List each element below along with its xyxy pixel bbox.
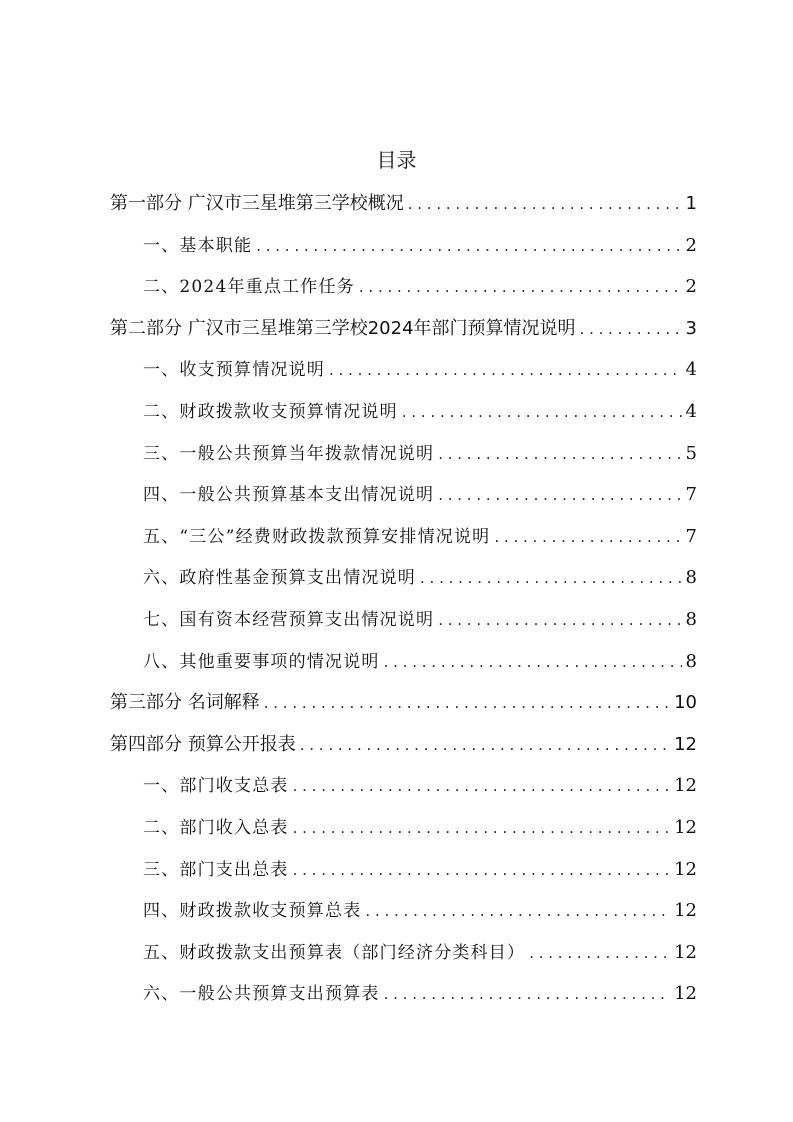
toc-entry-section[interactable] [0,939,793,981]
toc-entry-text: 六、一般公共预算支出预算表 [143,984,380,1005]
dot-leader [293,856,670,884]
dot-leader [300,731,670,759]
toc-entry-section[interactable] [0,273,793,315]
toc-entry-part-2[interactable] [0,315,793,357]
toc-entry-section[interactable] [0,481,793,523]
toc-page-number: 8 [685,650,697,672]
toc-entry-section[interactable] [0,814,793,856]
toc-entry-text: 八、其他重要事项的情况说明 [143,651,380,672]
toc-page-number: 12 [674,858,697,880]
dot-leader [256,232,681,260]
dot-leader [402,398,682,426]
toc-entry-text: 第三部分 名词解释 [110,692,260,714]
toc-entry-text: 五、财政拨款支出预算表（部门经济分类科目） [143,942,526,963]
toc-page-number: 2 [685,234,697,256]
dot-leader [293,814,670,842]
toc-entry-text: 七、国有资本经营预算支出情况说明 [143,609,435,630]
toc-page-number: 5 [685,442,697,464]
toc-entry-part-4[interactable] [0,731,793,773]
toc-page-number: 8 [685,567,697,589]
toc-page-number: 8 [685,608,697,630]
toc-entry-text: 一、基本职能 [143,235,253,256]
toc-entry-section[interactable] [0,772,793,814]
toc-entry-text: 第二部分 广汉市三星堆第三学校2024年部门预算情况说明 [110,317,576,339]
toc-page-number: 12 [674,775,697,797]
dot-leader [494,523,681,551]
toc-page-number: 12 [674,733,697,755]
table-of-contents [0,190,793,1022]
toc-entry-section[interactable] [0,398,793,440]
toc-entry-text: 二、2024年重点工作任务 [143,277,355,298]
dot-leader [384,648,682,676]
toc-entry-section[interactable] [0,564,793,606]
toc-page-number: 4 [685,359,697,381]
toc-page-number: 2 [685,276,697,298]
toc-page-number: 7 [685,484,697,506]
toc-entry-part-1[interactable] [0,190,793,232]
toc-entry-text: 五、“三公”经费财政拨款预算安排情况说明 [143,526,491,547]
toc-entry-section[interactable] [0,523,793,565]
toc-entry-text: 二、部门收入总表 [143,817,289,838]
dot-leader [420,564,682,592]
dot-leader [359,273,682,301]
toc-entry-section[interactable] [0,440,793,482]
toc-page-number: 12 [674,983,697,1005]
toc-entry-text: 一、部门收支总表 [143,776,289,797]
toc-entry-text: 三、部门支出总表 [143,859,289,880]
dot-leader [438,481,681,509]
toc-entry-text: 第四部分 预算公开报表 [110,733,296,755]
toc-entry-text: 二、财政拨款收支预算情况说明 [143,401,398,422]
toc-entry-text: 一、收支预算情况说明 [143,360,325,381]
toc-entry-section[interactable] [0,232,793,274]
toc-entry-section[interactable] [0,897,793,939]
toc-page-number: 12 [674,941,697,963]
dot-leader [580,315,682,343]
dot-leader [264,689,670,717]
toc-page-number: 12 [674,816,697,838]
dot-leader [365,897,670,925]
toc-page-number: 7 [685,525,697,547]
dot-leader [408,190,682,218]
toc-entry-text: 第一部分 广汉市三星堆第三学校概况 [110,193,404,214]
toc-page-number: 3 [685,317,697,339]
toc-title: 目录 [376,148,417,172]
toc-entry-section[interactable] [0,980,793,1022]
toc-entry-section[interactable] [0,356,793,398]
dot-leader [438,440,681,468]
dot-leader [293,772,670,800]
toc-page-number: 4 [685,400,697,422]
dot-leader [384,980,670,1008]
toc-entry-section[interactable] [0,606,793,648]
dot-leader [438,606,681,634]
dot-leader [529,939,670,967]
toc-page-number: 10 [674,692,697,714]
toc-page-number: 12 [674,900,697,922]
toc-entry-text: 六、政府性基金预算支出情况说明 [143,568,416,589]
toc-entry-text: 四、财政拨款收支预算总表 [143,901,362,922]
toc-entry-section[interactable] [0,856,793,898]
toc-entry-section[interactable] [0,648,793,690]
toc-entry-part-3[interactable] [0,689,793,731]
toc-entry-text: 四、一般公共预算基本支出情况说明 [143,485,435,506]
toc-page-number: 1 [685,193,697,214]
toc-entry-text: 三、一般公共预算当年拨款情况说明 [143,443,435,464]
dot-leader [329,356,682,384]
